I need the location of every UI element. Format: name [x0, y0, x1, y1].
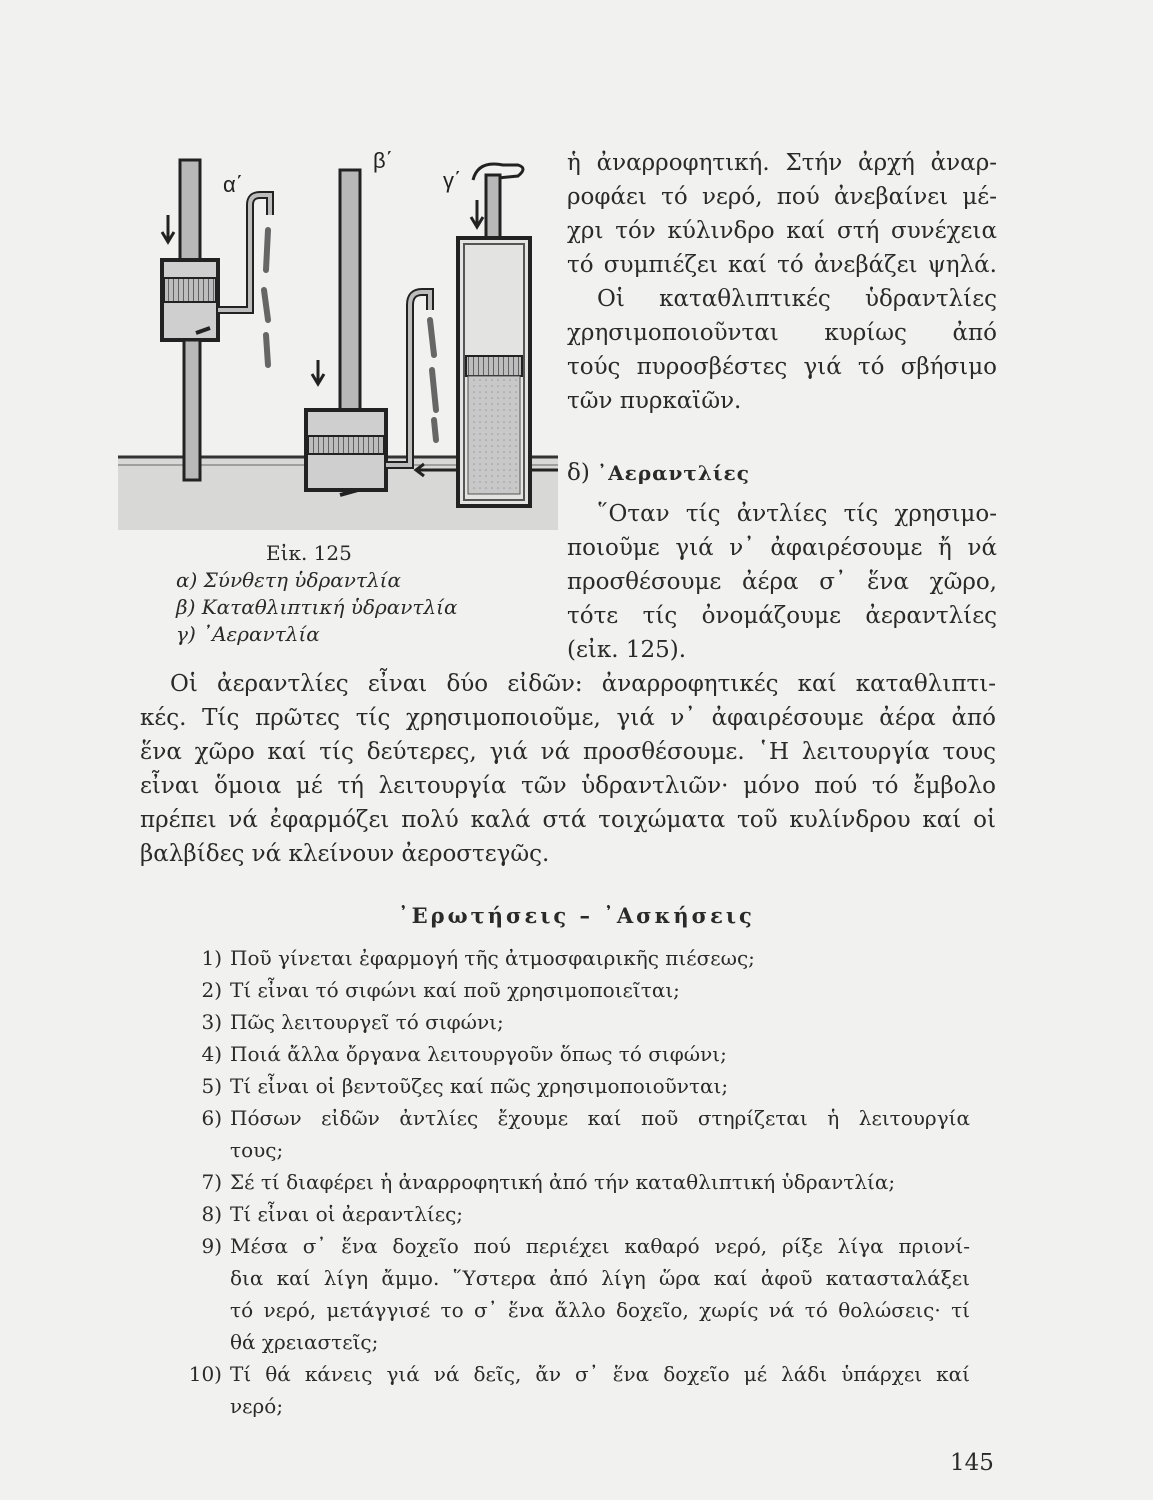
label-a: α΄: [223, 172, 244, 197]
right-paragraph-1: [567, 146, 997, 282]
question-text: Μέσα σ᾿ ἕνα δοχεῖο πού περιέχει καθαρό νερό, ρίξε λίγα πριονί-: [230, 1234, 970, 1258]
text-line: τῶν πυρκαϊῶν.: [567, 388, 742, 414]
question-text: νερό;: [230, 1394, 284, 1418]
question-number: 4): [201, 1042, 222, 1066]
question-item: [160, 1102, 970, 1166]
question-item: [160, 1230, 970, 1358]
pump-illustration: [118, 120, 558, 530]
pump-b-force: [306, 170, 436, 495]
label-c: γ΄: [443, 168, 462, 193]
text-line: Οἱ ἀεραντλίες εἶναι δύο εἰδῶν: ἀναρροφητικές καί καταθλιπτι-: [170, 671, 996, 697]
question-text: Πῶς λειτουργεῖ τό σιφώνι;: [230, 1010, 504, 1034]
section-title: ᾿Αεραντλίες: [597, 461, 750, 485]
label-b: β΄: [373, 148, 393, 173]
question-text: τους;: [230, 1138, 284, 1162]
section-prefix: δ): [567, 460, 590, 486]
text-line: τούς πυροσβέστες γιά τό σβήσιμο: [567, 354, 997, 380]
question-number: 1): [201, 946, 222, 970]
question-text: τό νερό, μετάγγισέ το σ᾿ ἕνα ἄλλο δοχεῖο, χωρίς νά τό θολώσεις· τί: [230, 1298, 970, 1322]
question-item: [160, 1198, 970, 1230]
text-line: προσθέσουμε ἀέρα σ᾿ ἕνα χῶρο,: [567, 569, 997, 595]
caption-item: γ) ᾿Αεραντλία: [176, 622, 320, 646]
question-number: 2): [201, 978, 222, 1002]
question-item: [160, 1166, 970, 1198]
arrow-down-b: [312, 360, 324, 384]
water-jet-a: [264, 230, 268, 365]
right-paragraph-2: [567, 282, 997, 418]
question-number: 10): [188, 1362, 222, 1386]
text-line: ἕνα χῶρο καί τίς δεύτερες, γιά νά προσθέσουμε. ῾Η λειτουργία τους: [140, 739, 996, 765]
question-number: 9): [201, 1234, 222, 1258]
page-number: 145: [950, 1450, 994, 1476]
question-item: [160, 1070, 970, 1102]
text-line: εἶναι ὅμοια μέ τή λειτουργία τῶν ὑδραντλιῶν· μόνο πού τό ἔμβολο: [140, 773, 996, 799]
text-line: Οἱ καταθλιπτικές ὑδραντλίες: [597, 286, 997, 312]
text-line: ἡ ἀναρροφητική. Στήν ἀρχή ἀναρ-: [567, 150, 997, 176]
text-line: πρέπει νά ἐφαρμόζει πολύ καλά στά τοιχώματα τοῦ κυλίνδρου καί οἱ: [140, 807, 996, 833]
text-line: χρι τόν κύλινδρο καί στή συνέχεια: [567, 218, 997, 244]
full-paragraph: [140, 667, 996, 871]
text-line: ῞Οταν τίς ἀντλίες τίς χρησιμο-: [597, 501, 997, 527]
text-line: ποιοῦμε γιά ν᾿ ἀφαιρέσουμε ἤ νά: [567, 535, 997, 561]
figure-caption: [176, 540, 506, 648]
caption-item: α) Σύνθετη ὑδραντλία: [176, 568, 402, 592]
question-text: Τί εἶναι οἱ βεντοῦζες καί πῶς χρησιμοποιοῦνται;: [230, 1074, 729, 1098]
question-item: [160, 974, 970, 1006]
question-text: Σέ τί διαφέρει ἡ ἀναρροφητική ἀπό τήν καταθλιπτική ὑδραντλία;: [230, 1170, 896, 1194]
question-number: 3): [201, 1010, 222, 1034]
pump-b-piston: [308, 436, 384, 454]
text-line: ροφάει τό νερό, πού ἀνεβαίνει μέ-: [567, 184, 997, 210]
question-number: 8): [201, 1202, 222, 1226]
question-text: θά χρειαστεῖς;: [230, 1330, 379, 1354]
question-text: Ποῦ γίνεται ἐφαρμογή τῆς ἀτμοσφαιρικῆς πιέσεως;: [230, 946, 755, 970]
pump-c-air: [416, 164, 558, 506]
section-heading: [567, 456, 997, 490]
text-line: (εἰκ. 125).: [567, 637, 687, 663]
question-number: 7): [201, 1170, 222, 1194]
right-paragraph-3: [567, 497, 997, 667]
question-text: Τί θά κάνεις γιά νά δεῖς, ἄν σ᾿ ἕνα δοχεῖο μέ λάδι ὑπάρχει καί: [230, 1362, 970, 1386]
text-line: τότε τίς ὀνομάζουμε ἀεραντλίες: [567, 603, 997, 629]
question-text: Ποιά ἄλλα ὄργανα λειτουργοῦν ὅπως τό σιφώνι;: [230, 1042, 727, 1066]
caption-number: Εἰκ. 125: [266, 541, 352, 565]
questions-title: ᾿Ερωτήσεις – ᾿Ασκήσεις: [398, 903, 755, 928]
text-line: χρησιμοποιοῦνται κυρίως ἀπό: [567, 320, 997, 346]
question-item: [160, 1358, 970, 1422]
question-number: 5): [201, 1074, 222, 1098]
arrow-down-c: [471, 200, 483, 227]
arrow-down-a: [162, 215, 174, 242]
text-line: κές. Τίς πρῶτες τίς χρησιμοποιοῦμε, γιά ν᾿ ἀφαιρέσουμε ἀέρα ἀπό: [140, 705, 996, 731]
pump-figure: [118, 120, 558, 530]
water-jet-b: [430, 320, 436, 440]
pump-a-piston: [164, 278, 216, 302]
question-item: [160, 1006, 970, 1038]
questions-list: [160, 942, 970, 1422]
pump-c-piston: [466, 356, 522, 376]
question-text: Πόσων εἰδῶν ἀντλίες ἔχουμε καί ποῦ στηρίζεται ἡ λειτουργία: [230, 1106, 970, 1130]
question-item: [160, 942, 970, 974]
caption-item: β) Καταθλιπτική ὑδραντλία: [176, 595, 458, 619]
question-item: [160, 1038, 970, 1070]
question-text: δια καί λίγη ἄμμο. ῞Υστερα ἀπό λίγη ὥρα καί ἀφοῦ κατασταλάξει: [230, 1266, 970, 1290]
text-line: τό συμπιέζει καί τό ἀνεβάζει ψηλά.: [567, 252, 997, 278]
text-line: βαλβίδες νά κλείνουν ἀεροστεγῶς.: [140, 841, 550, 867]
question-number: 6): [201, 1106, 222, 1130]
question-text: Τί εἶναι οἱ ἀεραντλίες;: [230, 1202, 464, 1226]
pump-a-compound: [162, 160, 270, 480]
question-text: Τί εἶναι τό σιφώνι καί ποῦ χρησιμοποιεῖται;: [230, 978, 680, 1002]
